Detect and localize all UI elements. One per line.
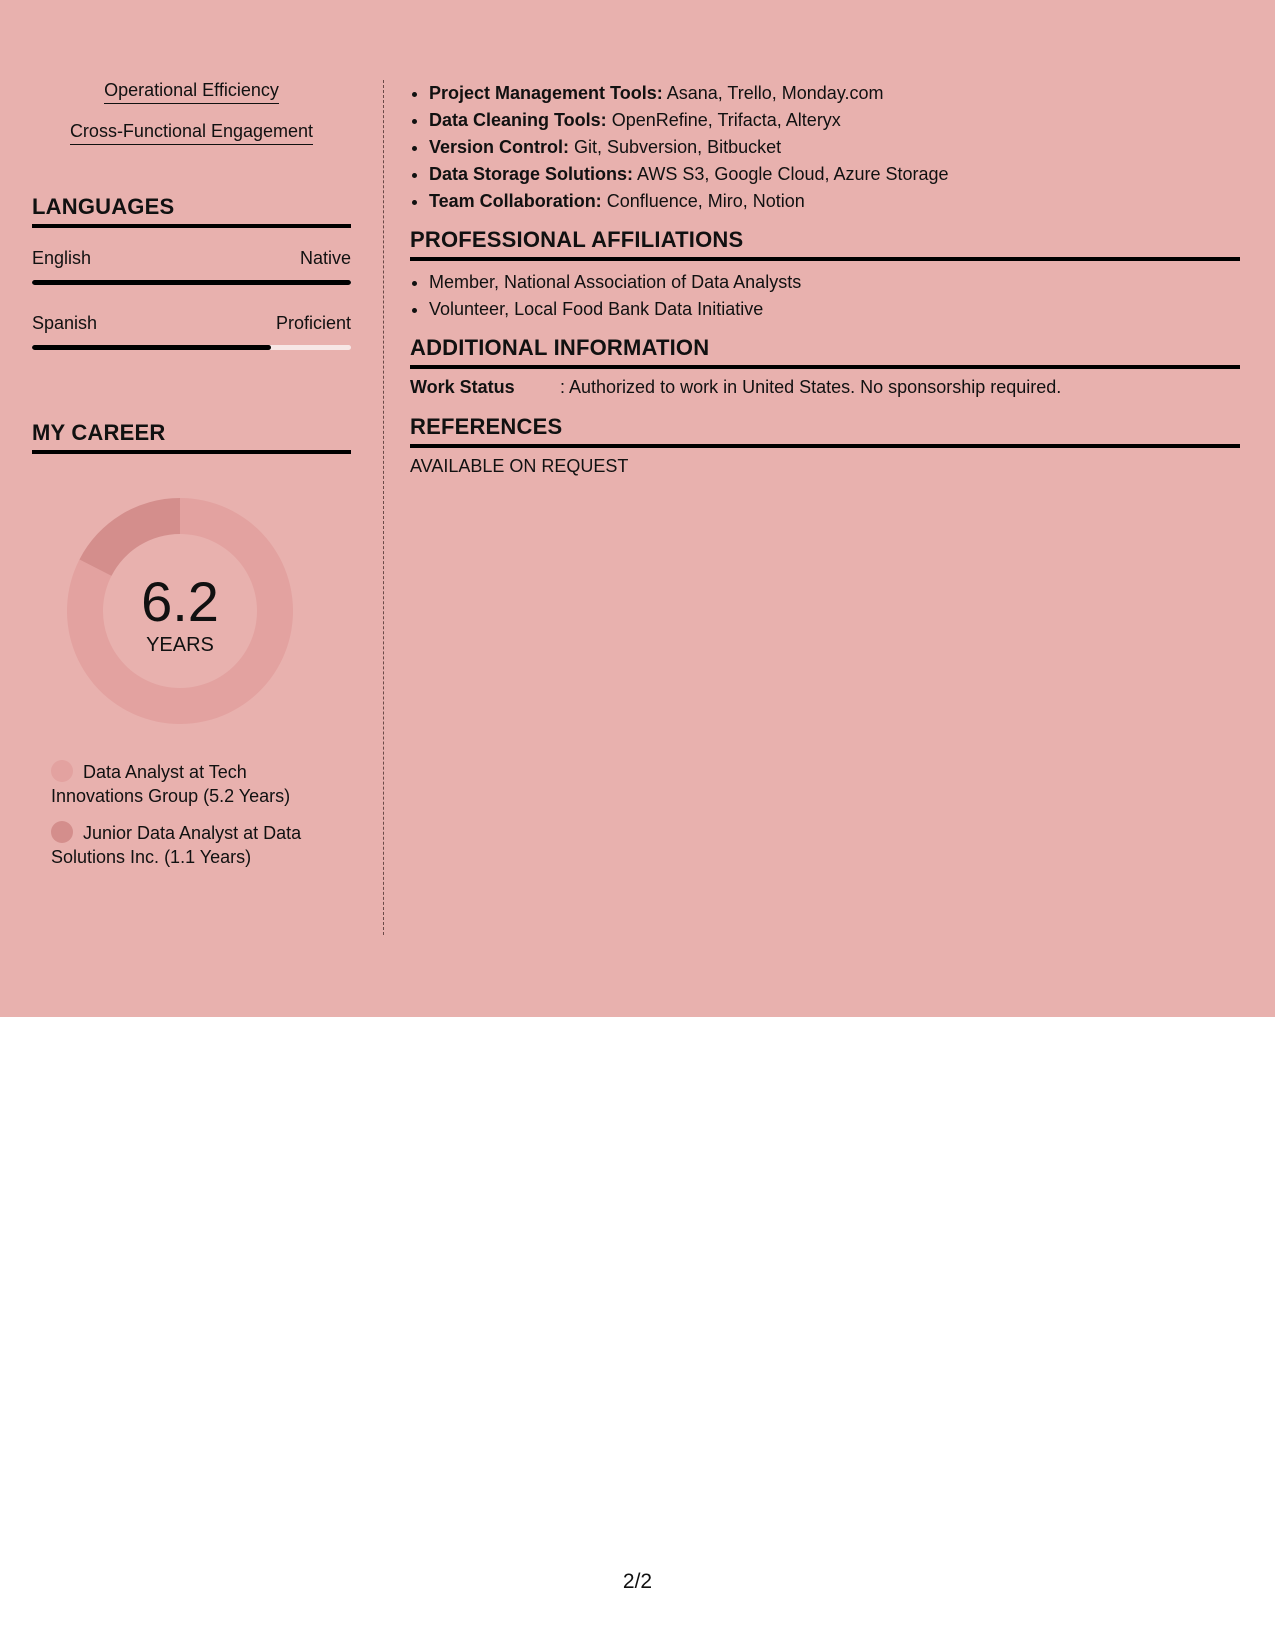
career-total-unit: YEARS (146, 633, 214, 656)
language-name: English (32, 248, 92, 268)
language-bar (32, 345, 351, 350)
career-total-value: 6.2 (141, 569, 219, 633)
left-column (32, 80, 351, 882)
page-number: 2/2 (622, 1570, 653, 1593)
tool-label: Version Control: (429, 137, 570, 157)
legend-label: Data Analyst at Tech Innovations Group (5.2 Years) (51, 762, 291, 806)
strength-item (32, 80, 351, 101)
strength-label: Operational Efficiency (104, 80, 279, 104)
language-name: Spanish (32, 313, 98, 333)
language-level: Native (299, 248, 351, 268)
tool-label: Data Storage Solutions: (429, 164, 634, 184)
tool-value: OpenRefine, Trifacta, Alteryx (611, 110, 841, 130)
strength-label: Cross-Functional Engagement (70, 121, 313, 145)
languages-heading: LANGUAGES (32, 194, 351, 228)
career-donut-chart (67, 498, 293, 724)
work-status-row (410, 377, 1240, 398)
language-item (32, 248, 351, 285)
affiliation-item: • Member, National Association of Data Analysts (429, 269, 1240, 296)
language-bar-fill (32, 280, 351, 285)
legend-dot (51, 821, 73, 843)
affiliation-item: • Volunteer, Local Food Bank Data Initiative (429, 296, 1240, 323)
career-heading: MY CAREER (32, 420, 351, 454)
language-bar (32, 280, 351, 285)
affiliations-list (410, 269, 1240, 323)
career-legend (51, 760, 331, 869)
legend-label: Junior Data Analyst at Data Solutions Inc. (1.1 Years) (51, 823, 302, 867)
tool-value: AWS S3, Google Cloud, Azure Storage (637, 164, 949, 184)
affiliations-section (410, 227, 1240, 323)
tool-item (429, 107, 1240, 134)
language-bar-fill (32, 345, 271, 350)
tool-label: Project Management Tools: (429, 83, 663, 103)
references-text: AVAILABLE ON REQUEST (410, 456, 629, 476)
references-heading: REFERENCES (410, 414, 1240, 448)
tool-value: Git, Subversion, Bitbucket (574, 137, 782, 157)
work-status-label: Work Status (410, 377, 515, 397)
language-level: Proficient (275, 313, 351, 333)
tool-item (429, 80, 1240, 107)
references-section (410, 414, 1240, 477)
right-column (410, 80, 1240, 477)
strength-item (32, 121, 351, 142)
legend-dot (51, 760, 73, 782)
tools-list (410, 80, 1240, 215)
tool-value: Asana, Trello, Monday.com (666, 83, 884, 103)
tool-item (429, 188, 1240, 215)
affiliations-heading: PROFESSIONAL AFFILIATIONS (410, 227, 1240, 261)
additional-info-heading: ADDITIONAL INFORMATION (410, 335, 1240, 369)
work-status-value: : Authorized to work in United States. No sponsorship required. (560, 377, 1062, 397)
tool-label: Data Cleaning Tools: (429, 110, 607, 130)
column-divider (383, 80, 384, 935)
tool-label: Team Collaboration: (429, 191, 602, 211)
tool-item (429, 161, 1240, 188)
tool-item (429, 134, 1240, 161)
career-legend-item (51, 821, 331, 869)
additional-info-section (410, 335, 1240, 398)
language-item (32, 313, 351, 350)
career-legend-item (51, 760, 331, 808)
tool-value: Confluence, Miro, Notion (606, 191, 805, 211)
